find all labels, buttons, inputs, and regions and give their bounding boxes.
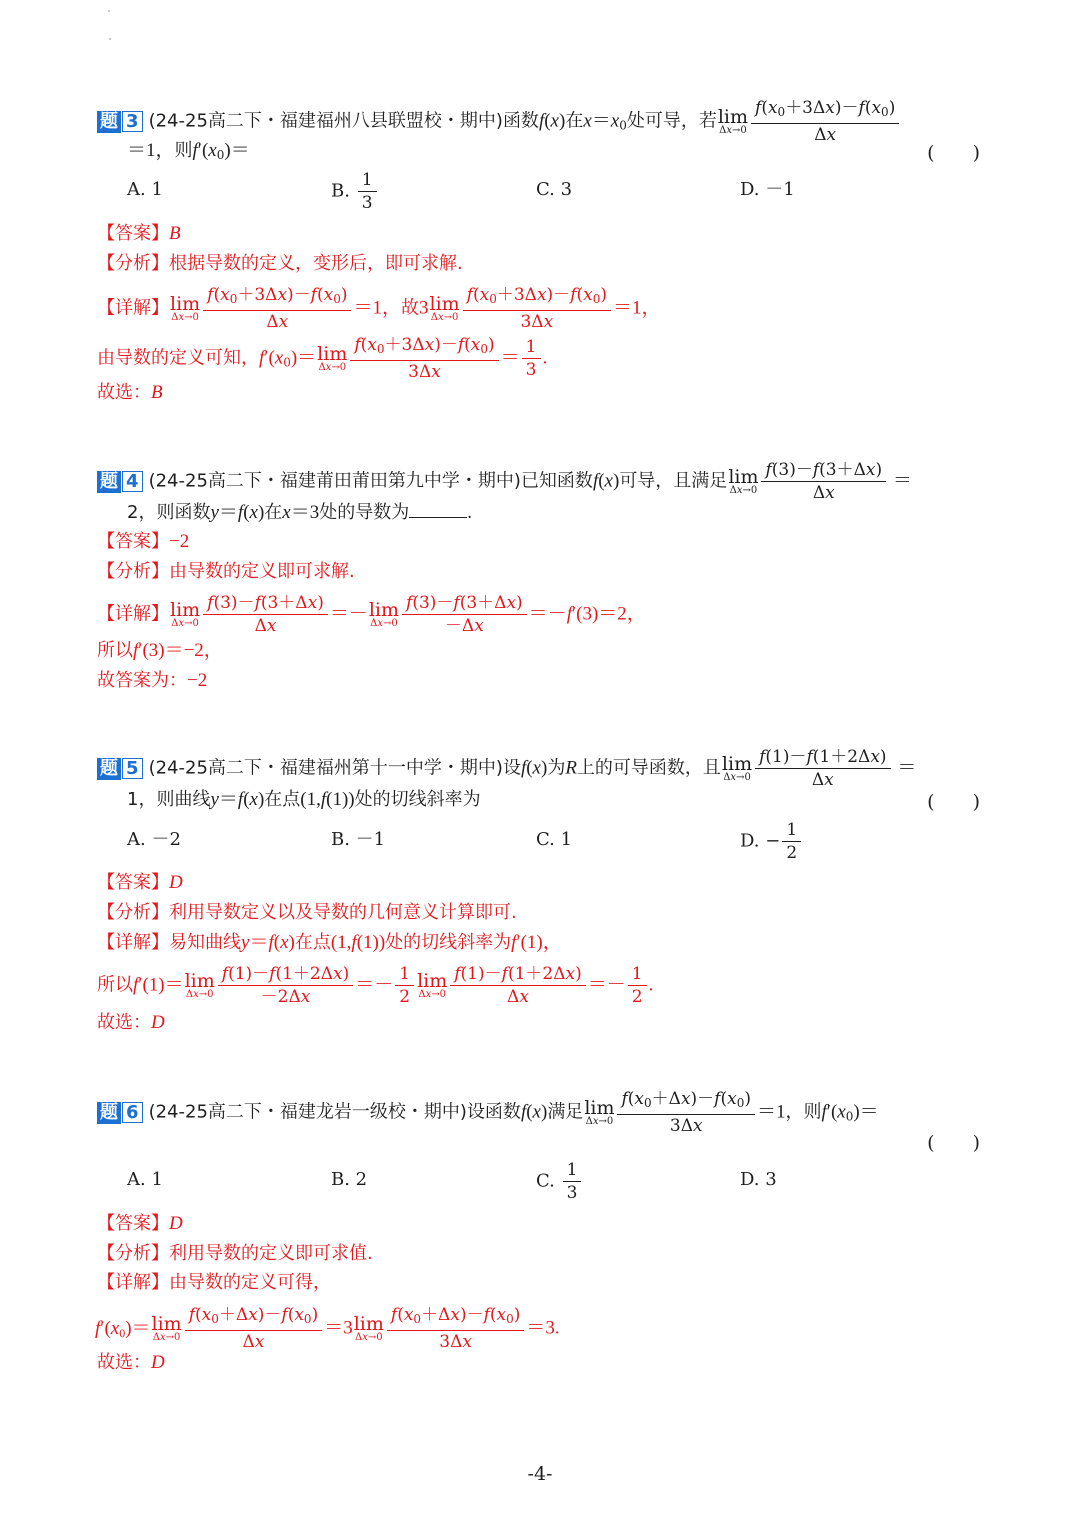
problem-5-badge: 题 5 — [97, 758, 143, 780]
problem-5-stem-line2: 1，则曲线y＝f(x)在点(1,f(1))处的切线斜率为 — [127, 789, 481, 810]
problem-3-source: (24-25高二下・福建福州八县联盟校・期中) — [148, 110, 503, 132]
problem-5-analysis: 【分析】利用导数定义以及导数的几何意义计算即可. — [97, 902, 517, 923]
problem-5-answer: 【答案】D — [97, 872, 183, 893]
problem-6-source: (24-25高二下・福建龙岩一级校・期中) — [148, 1101, 467, 1123]
problem-6-stem-line1: 题 6 (24-25高二下・福建龙岩一级校・期中)设函数f(x)满足 lim Δx→0 $\frac{f(x_0+\Delta x)-f(x_0)}{3\Delta x}$ ＝1，则$f'(x_0)=$ — [97, 1089, 879, 1136]
problem-6-choose: 故选：D — [97, 1352, 165, 1373]
problem-3-analysis: 【分析】根据导数的定义，变形后，即可求解. — [97, 253, 463, 274]
problem-5-source: (24-25高二下・福建福州第十一中学・期中) — [148, 757, 503, 779]
problem-4-limit-fraction: $\frac{f(3)-f(3+\Delta x)}{\Delta x}$ — [761, 460, 886, 503]
problem-6-badge: 题 6 — [97, 1102, 143, 1124]
problem-5-option-a: A. －2 — [127, 829, 181, 850]
problem-6-limit-fraction: $\frac{f(x_0+\Delta x)-f(x_0)}{3\Delta x}$ — [617, 1089, 755, 1136]
problem-3-answer-paren: ( ) — [927, 142, 980, 164]
problem-4-stem-line1: 题 4 (24-25高二下・福建莆田莆田第九中学・期中)已知函数f(x)可导，且满足 lim Δx→0 $\frac{f(3)-f(3+\Delta x)}{\Delta x}$ ＝ — [97, 460, 912, 503]
problem-4-answer-blank — [409, 499, 467, 518]
problem-3-option-b: B. $\frac{1}{3}$ — [331, 170, 379, 213]
problem-3-badge: 题 3 — [97, 111, 143, 133]
problem-4-stem-line2: 2，则函数y＝f(x)在x＝3处的导数为 . — [127, 499, 472, 525]
problem-4-final: 故答案为：−2 — [97, 670, 208, 691]
problem-3-answer: 【答案】B — [97, 223, 181, 244]
problem-4-answer: 【答案】−2 — [97, 531, 190, 552]
problem-3-detail-line1: 【详解】 lim Δx→0 $\frac{f(x_0+3\Delta x)-f(x_0)}{\Delta x}$ ＝1，故3 lim Δx→0 $\frac{f(x_0+3\Delta x)-f(x_0)}{3\Delta x}$ ＝1， — [97, 285, 661, 332]
problem-5-answer-paren: ( ) — [927, 791, 980, 813]
problem-6-option-d: D. 3 — [740, 1169, 777, 1190]
problem-5-choose: 故选：D — [97, 1012, 165, 1033]
page-number: -4- — [527, 1463, 553, 1485]
problem-6-option-c: C. $\frac{1}{3}$ — [536, 1160, 583, 1203]
problem-5-detail-line2: 所以f′(1)＝ lim Δx→0 $\frac{f(1)-f(1+2\Delta x)}{-2\Delta x}$ ＝－ $\frac{1}{2}$ lim Δx→0 $\frac{f(1)-f(1+2\Delta x)}{\Delta x}$ ＝－ $\frac{1}{2}$ . — [97, 964, 654, 1007]
problem-5-option-d: D. − $\frac{1}{2}$ — [740, 820, 803, 863]
problem-3-option-d: D. －1 — [740, 179, 795, 200]
problem-4-detail-line1: 【详解】 lim Δx→0 $\frac{f(3)-f(3+\Delta x)}{\Delta x}$ ＝－ lim Δx→0 $\frac{f(3)-f(3+\Delta x)}{-\Delta x}$ ＝－f′(3)＝2， — [97, 593, 646, 636]
problem-3-detail-line2: 由导数的定义可知，$f'(x_0)=$ lim Δx→0 $\frac{f(x_0+3\Delta x)-f(x_0)}{3\Delta x}$ ＝ $\frac{1}{3}$ . — [97, 335, 548, 382]
scan-speck — [109, 38, 111, 40]
problem-5-option-c: C. 1 — [536, 829, 573, 850]
problem-3-stem-line1: 题 3 (24-25高二下・福建福州八县联盟校・期中)函数f(x)在$x=x_0$处可导，若 lim Δx→0 $\frac{f(x_0+3\Delta x)-f(x_0)}{\Delta x}$ — [97, 98, 901, 145]
problem-5-stem-line1: 题 5 (24-25高二下・福建福州第十一中学・期中)设f(x)为R上的可导函数，且 lim Δx→0 $\frac{f(1)-f(1+2\Delta x)}{\Delta x}$ ＝ — [97, 747, 916, 790]
problem-5-detail-line1: 【详解】易知曲线y＝f(x)在点(1,f(1))处的切线斜率为f′(1)， — [97, 932, 562, 953]
problem-3-choose: 故选：B — [97, 382, 163, 403]
problem-5-option-b: B. －1 — [331, 829, 386, 850]
problem-6-analysis: 【分析】利用导数的定义即可求值. — [97, 1243, 373, 1264]
problem-6-detail-line1: 【详解】由导数的定义可得， — [97, 1272, 331, 1293]
problem-6-answer: 【答案】D — [97, 1213, 183, 1234]
problem-4-source: (24-25高二下・福建莆田莆田第九中学・期中) — [148, 470, 521, 492]
problem-3-option-c: C. 3 — [536, 179, 573, 200]
problem-4-analysis: 【分析】由导数的定义即可求解. — [97, 561, 355, 582]
problem-6-answer-paren: ( ) — [927, 1132, 980, 1154]
problem-6-detail-line2: $f'(x_0)=$ lim Δx→0 $\frac{f(x_0+\Delta x)-f(x_0)}{\Delta x}$ ＝3 lim Δx→0 $\frac{f(x_0+\Delta x)-f(x_0)}{3\Delta x}$ ＝3. — [95, 1305, 560, 1352]
problem-3-option-a: A. 1 — [127, 179, 163, 200]
problem-5-limit-fraction: $\frac{f(1)-f(1+2\Delta x)}{\Delta x}$ — [755, 747, 890, 790]
problem-6-option-b: B. 2 — [331, 1169, 368, 1190]
problem-4-detail-line2: 所以f′(3)＝−2， — [97, 640, 223, 661]
problem-3-limit-fraction: $\frac{f(x_0+3\Delta x)-f(x_0)}{\Delta x}$ — [751, 98, 899, 145]
problem-4-badge: 题 4 — [97, 471, 143, 493]
problem-3-stem-line2: ＝1，则$f'(x_0)=$ — [127, 140, 250, 162]
scan-speck — [108, 10, 110, 12]
problem-6-option-a: A. 1 — [127, 1169, 163, 1190]
